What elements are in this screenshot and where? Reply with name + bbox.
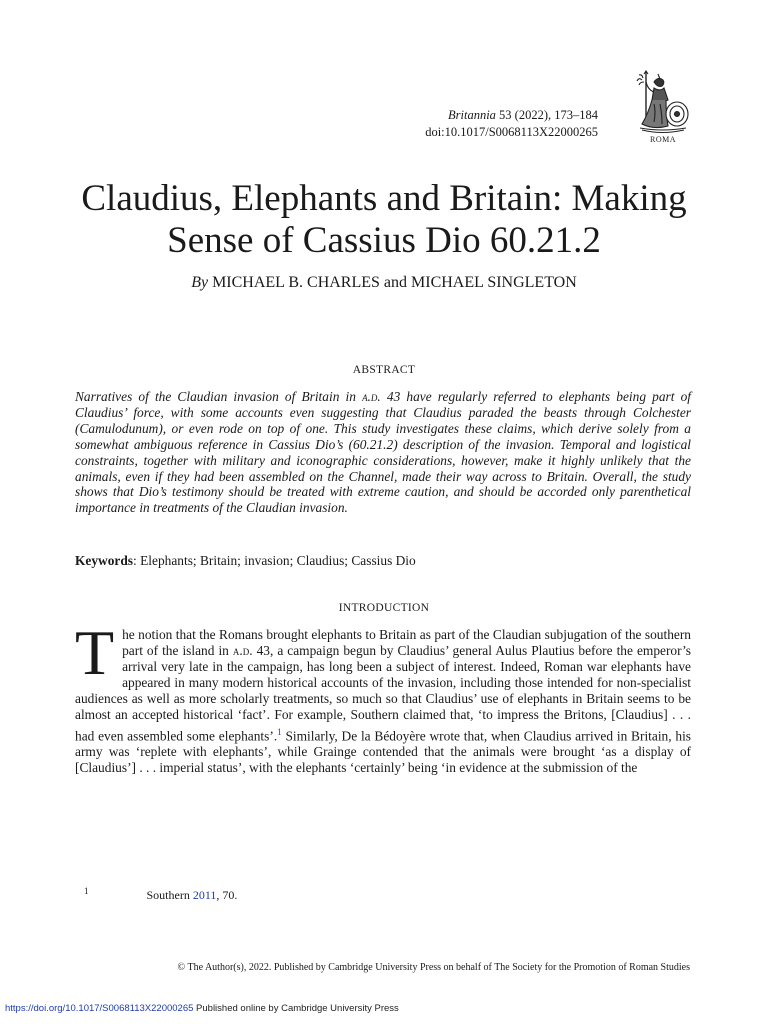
introduction-heading: INTRODUCTION [338,602,430,614]
keywords-values: : Elephants; Britain; invasion; Claudius; Cassius Dio [133,553,416,568]
abstract-text-part1: Narratives of the Claudian invasion of Britain in [75,389,363,404]
article-doi: doi:10.1017/S0068113X22000265 [425,125,598,139]
title-line-1: Claudius, Elephants and Britain: Making [81,178,687,219]
abstract-text-part2: 43 have regularly referred to elephants being part of Claudius’ force, with some accounts even suggesting that Claudius paraded the beasts through Colchester (Camulodunum), or even rode on top of one. This study investigates these claims, which derive solely from a somewhat ambiguous reference in Cassius Dio’s (60.21.2) description of the invasion. Temporal and logistical constraints, together with military and iconographic considerations, however, make it highly unlikely that the animals, even if they had been assembled on the Channel, made their way across to Britain. Overall, the study shows that Dio’s testimony should be treated with extreme caution, and should be accorded only parenthetical importance in treatments of the Claudian invasion. [75,389,691,516]
drop-cap: T [75,617,115,688]
doi-link[interactable]: https://doi.org/10.1017/S0068113X22000265 [5,1003,194,1014]
britannia-roma-logo-icon [632,70,694,148]
title-line-2: Sense of Cassius Dio 60.21.2 [167,220,601,261]
logo-text: ROMA [649,135,677,144]
footnote-page: , 70. [216,888,238,902]
copyright-notice: © The Author(s), 2022. Published by Cambridge University Press on behalf of The Society for the Promotion of Roman Studies [177,962,690,973]
footnote-author: Southern [146,888,193,902]
abstract-era: a.d. [362,389,381,404]
abstract-text [75,389,691,516]
keywords-label: Keywords [75,553,134,568]
publication-footer [5,1003,399,1014]
footnote-year-link[interactable]: 2011 [192,888,217,902]
citation-line [425,107,598,124]
published-online-text: Published online by Cambridge University Press [193,1003,399,1014]
footnote-reference-link[interactable]: 1 [277,726,282,737]
keywords [75,553,691,569]
intro-text-part1: he notion that the Romans brought elephants to Britain as part of the Claudian subjugation of the southern part of the island in [122,627,691,659]
intro-era: a.d. [232,643,253,659]
introduction-paragraph [75,617,692,776]
footnote-mark: 1 [84,886,89,896]
author-byline [40,274,728,292]
article-title [40,178,728,262]
journal-citation [425,107,598,141]
journal-name: Britannia [448,108,496,122]
footnote [84,886,237,903]
intro-text-part3: Similarly, De la Bédoyère wrote that, when Claudius arrived in Britain, his army was ‘replete with elephants’, while Grainge contended that the animals were brought ‘as a display of [Claudius’] . . . imperial status’, with the elephants ‘certainly’ being ‘in evidence at the submission of the [75,728,692,776]
abstract-heading: ABSTRACT [352,364,416,376]
author-names: MICHAEL B. CHARLES and MICHAEL SINGLETON [212,274,577,291]
intro-text-part2: 43, a campaign begun by Claudius’ general Aulus Plautius before the emperor’s arrival very late in the campaign, has long been a subject of interest. Indeed, Roman war elephants have appeared in many modern historical accounts of the invasion, including those intended for non-specialist audiences as well as more scholarly treatments, so much so that Claudius’ use of elephants in Britain seems to be almost an accepted historical ‘fact’. For example, Southern claimed that, ‘to impress the Britons, [Claudius] . . . had even assembled some elephants’. [75,643,691,744]
volume-pages: 53 (2022), 173–184 [499,108,598,122]
byline-by: By [191,274,209,291]
